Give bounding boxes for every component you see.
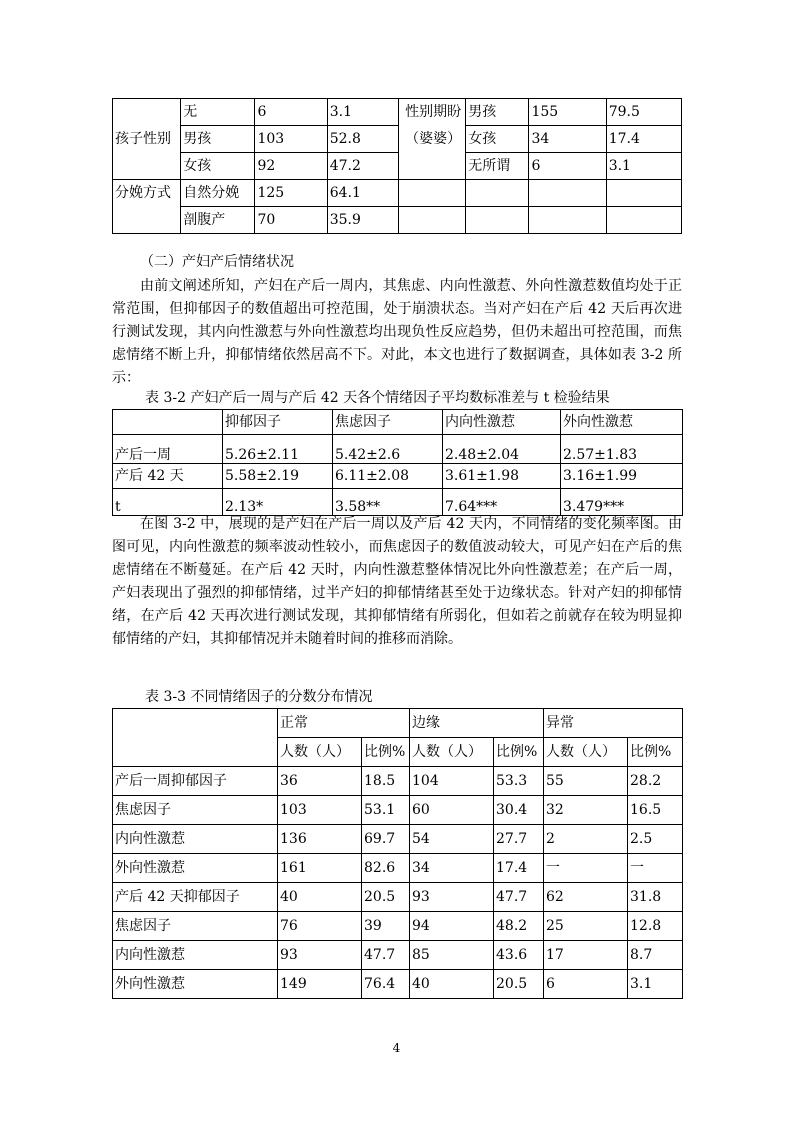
table-cell: 53.3: [494, 767, 544, 796]
table-cell: 47.7: [494, 883, 544, 912]
table-row: [113, 825, 683, 854]
table-cell: 76: [278, 912, 362, 941]
table-cell: 93: [278, 941, 362, 970]
table-cell: 17: [544, 941, 628, 970]
table-cell: 产后一周抑郁因子: [113, 767, 278, 796]
table-cell: [466, 207, 529, 234]
table-cell: 27.7: [494, 825, 544, 854]
table-header-cell: 比例%: [494, 738, 544, 767]
table-header-cell: 边缘: [410, 709, 544, 738]
table-cell: 性别期盼: [398, 99, 465, 126]
table-header-cell: [113, 410, 223, 435]
table-cell: 64.1: [327, 180, 398, 207]
table-row: [113, 207, 682, 234]
table-cell: [529, 207, 606, 234]
table-cell: 149: [278, 970, 362, 999]
table-cell: [398, 207, 465, 234]
table-cell: 产后 42 天: [113, 464, 223, 489]
table-cell: 一: [544, 854, 628, 883]
table-cell: 3.1: [628, 970, 683, 999]
table-cell: 40: [410, 970, 494, 999]
table-cell: 8.7: [628, 941, 683, 970]
paragraph: 在图 3-2 中，展现的是产妇在产后一周以及产后 42 天内，不同情绪的变化频率图。由图可见，内向性激惹的频率波动性较小，而焦虑因子的数值波动较大，可见产妇在产后的焦虑情绪在不断蔓延。在产后 42 天时，内向性激惹整体情况比外向性激惹差；在产后一周，产妇表现出了强烈的抑郁情绪，过半产妇的抑郁情绪甚至处于边缘状态。针对产妇的抑郁情绪，在产后 42 天再次进行测试发现，其抑郁情绪有所弱化，但如若之前就存在较为明显抑郁情绪的产妇，其抑郁情况并未随着时间的推移而消除。: [112, 516, 682, 647]
table-row: [113, 883, 683, 912]
table-row: [113, 854, 683, 883]
table-cell: [606, 180, 681, 207]
table-cell: 2: [544, 825, 628, 854]
table-cell: 内向性激惹: [113, 825, 278, 854]
table-cell: 焦虑因子: [113, 912, 278, 941]
table-cell: 103: [255, 126, 327, 153]
table-cell: 女孩: [181, 153, 255, 180]
table-cell: [113, 153, 181, 180]
table-cell: 31.8: [628, 883, 683, 912]
table-header-cell: 比例%: [628, 738, 683, 767]
table-cell: 39: [362, 912, 410, 941]
table-row: [113, 941, 683, 970]
table-cell: 104: [410, 767, 494, 796]
table-cell: 3.58**: [333, 489, 443, 516]
table-row: [113, 767, 683, 796]
emotion-ttest-table: [112, 409, 683, 516]
table-cell: 无: [181, 99, 255, 126]
table-cell: 3.61±1.98: [443, 464, 561, 489]
table-cell: 32: [544, 796, 628, 825]
table-row: [113, 796, 683, 825]
table-cell: 25: [544, 912, 628, 941]
table-cell: 62: [544, 883, 628, 912]
table-cell: 5.26±2.11: [223, 435, 333, 464]
table-row: [113, 153, 682, 180]
table-cell: 产后一周: [113, 435, 223, 464]
table-header-cell: 人数（人）: [544, 738, 628, 767]
table-cell: [529, 180, 606, 207]
table-cell: 女孩: [466, 126, 529, 153]
table-row: [113, 912, 683, 941]
table-row: [113, 970, 683, 999]
table-cell: 82.6: [362, 854, 410, 883]
table-cell: 焦虑因子: [113, 796, 278, 825]
table-cell: 自然分娩: [181, 180, 255, 207]
table-cell: 6: [255, 99, 327, 126]
table-cell: 92: [255, 153, 327, 180]
table-header-cell: 人数（人）: [410, 738, 494, 767]
table-row: [113, 126, 682, 153]
table-cell: 孩子性别: [113, 126, 181, 153]
table-caption: 表 3-2 产妇产后一周与产后 42 天各个情绪因子平均数标准差与 t 检验结果: [145, 390, 610, 406]
table-cell: 7.64***: [443, 489, 561, 516]
table-cell: 47.7: [362, 941, 410, 970]
table-header-cell: [113, 738, 278, 767]
table-cell: 17.4: [494, 854, 544, 883]
table-cell: 内向性激惹: [113, 941, 278, 970]
table-cell: 6: [529, 153, 606, 180]
table-header-cell: 焦虑因子: [333, 410, 443, 435]
table-cell: [466, 180, 529, 207]
table-cell: 2.13*: [223, 489, 333, 516]
table-cell: [398, 153, 465, 180]
table-cell: 男孩: [181, 126, 255, 153]
table-cell: 60: [410, 796, 494, 825]
table-cell: 136: [278, 825, 362, 854]
table-cell: 36: [278, 767, 362, 796]
table-cell: 2.5: [628, 825, 683, 854]
table-cell: 55: [544, 767, 628, 796]
table-cell: 125: [255, 180, 327, 207]
table-cell: 6: [544, 970, 628, 999]
table-header-row: [113, 738, 683, 767]
table-cell: 53.1: [362, 796, 410, 825]
table-cell: [113, 207, 181, 234]
table-cell: 3.1: [327, 99, 398, 126]
table-cell: [606, 207, 681, 234]
table-cell: 103: [278, 796, 362, 825]
table-cell: 43.6: [494, 941, 544, 970]
table-cell: 79.5: [606, 99, 681, 126]
paragraph: 由前文阐述所知，产妇在产后一周内，其焦虑、内向性激惹、外向性激惹数值均处于正常范围，但抑郁因子的数值超出可控范围，处于崩溃状态。当对产妇在产后 42 天后再次进行测试发现，其内向性激惹与外向性激惹均出现负性反应趋势，但仍未超出可控范围，而焦虑情绪不断上升，抑郁情绪依然居高不下。对此，本文也进行了数据调查，具体如表 3-2 所示：: [112, 278, 682, 386]
table-cell: 34: [410, 854, 494, 883]
table-row: [113, 180, 682, 207]
table-cell: 52.8: [327, 126, 398, 153]
table-header-row: [113, 410, 683, 435]
table-cell: （婆婆）: [398, 126, 465, 153]
table-cell: 产后 42 天抑郁因子: [113, 883, 278, 912]
table-cell: 34: [529, 126, 606, 153]
table-cell: 男孩: [466, 99, 529, 126]
table-cell: 161: [278, 854, 362, 883]
table-header-cell: 抑郁因子: [223, 410, 333, 435]
table-cell: 外向性激惹: [113, 854, 278, 883]
table-header-cell: 正常: [278, 709, 410, 738]
table-cell: 85: [410, 941, 494, 970]
table-cell: 155: [529, 99, 606, 126]
table-row: [113, 99, 682, 126]
table-header-cell: 比例%: [362, 738, 410, 767]
table-cell: 17.4: [606, 126, 681, 153]
table-cell: 35.9: [327, 207, 398, 234]
table-cell: 3.16±1.99: [561, 464, 683, 489]
table-header-row: [113, 709, 683, 738]
table-cell: 无所谓: [466, 153, 529, 180]
section-title: （二）产妇产后情绪状况: [140, 254, 294, 270]
table-cell: 48.2: [494, 912, 544, 941]
table-cell: 5.58±2.19: [223, 464, 333, 489]
table-cell: 5.42±2.6: [333, 435, 443, 464]
table-cell: 16.5: [628, 796, 683, 825]
demographics-table: [112, 98, 682, 234]
table-header-cell: 内向性激惹: [443, 410, 561, 435]
table-cell: 28.2: [628, 767, 683, 796]
table-cell: 93: [410, 883, 494, 912]
table-header-cell: [113, 709, 278, 738]
table-cell: [113, 99, 181, 126]
table-header-cell: 外向性激惹: [561, 410, 683, 435]
table-cell: 外向性激惹: [113, 970, 278, 999]
table-cell: 18.5: [362, 767, 410, 796]
table-cell: 54: [410, 825, 494, 854]
table-header-cell: 人数（人）: [278, 738, 362, 767]
table-row: [113, 464, 683, 489]
table-cell: 30.4: [494, 796, 544, 825]
table-cell: 69.7: [362, 825, 410, 854]
table-cell: 2.57±1.83: [561, 435, 683, 464]
table-cell: 剖腹产: [181, 207, 255, 234]
table-cell: [398, 180, 465, 207]
table-cell: 2.48±2.04: [443, 435, 561, 464]
table-cell: 94: [410, 912, 494, 941]
score-distribution-table: [112, 708, 683, 999]
table-cell: 40: [278, 883, 362, 912]
page-number: 4: [392, 1041, 401, 1055]
table-cell: t: [113, 489, 223, 516]
table-cell: 分娩方式: [113, 180, 181, 207]
table-cell: 3.1: [606, 153, 681, 180]
table-cell: 6.11±2.08: [333, 464, 443, 489]
table-cell: 12.8: [628, 912, 683, 941]
table-cell: 3.479***: [561, 489, 683, 516]
table-cell: 70: [255, 207, 327, 234]
table-caption: 表 3-3 不同情绪因子的分数分布情况: [145, 689, 373, 705]
table-header-cell: 异常: [544, 709, 683, 738]
table-cell: 20.5: [362, 883, 410, 912]
table-cell: 47.2: [327, 153, 398, 180]
table-row: [113, 435, 683, 464]
table-row: [113, 489, 683, 516]
table-cell: 一: [628, 854, 683, 883]
table-cell: 76.4: [362, 970, 410, 999]
table-cell: 20.5: [494, 970, 544, 999]
